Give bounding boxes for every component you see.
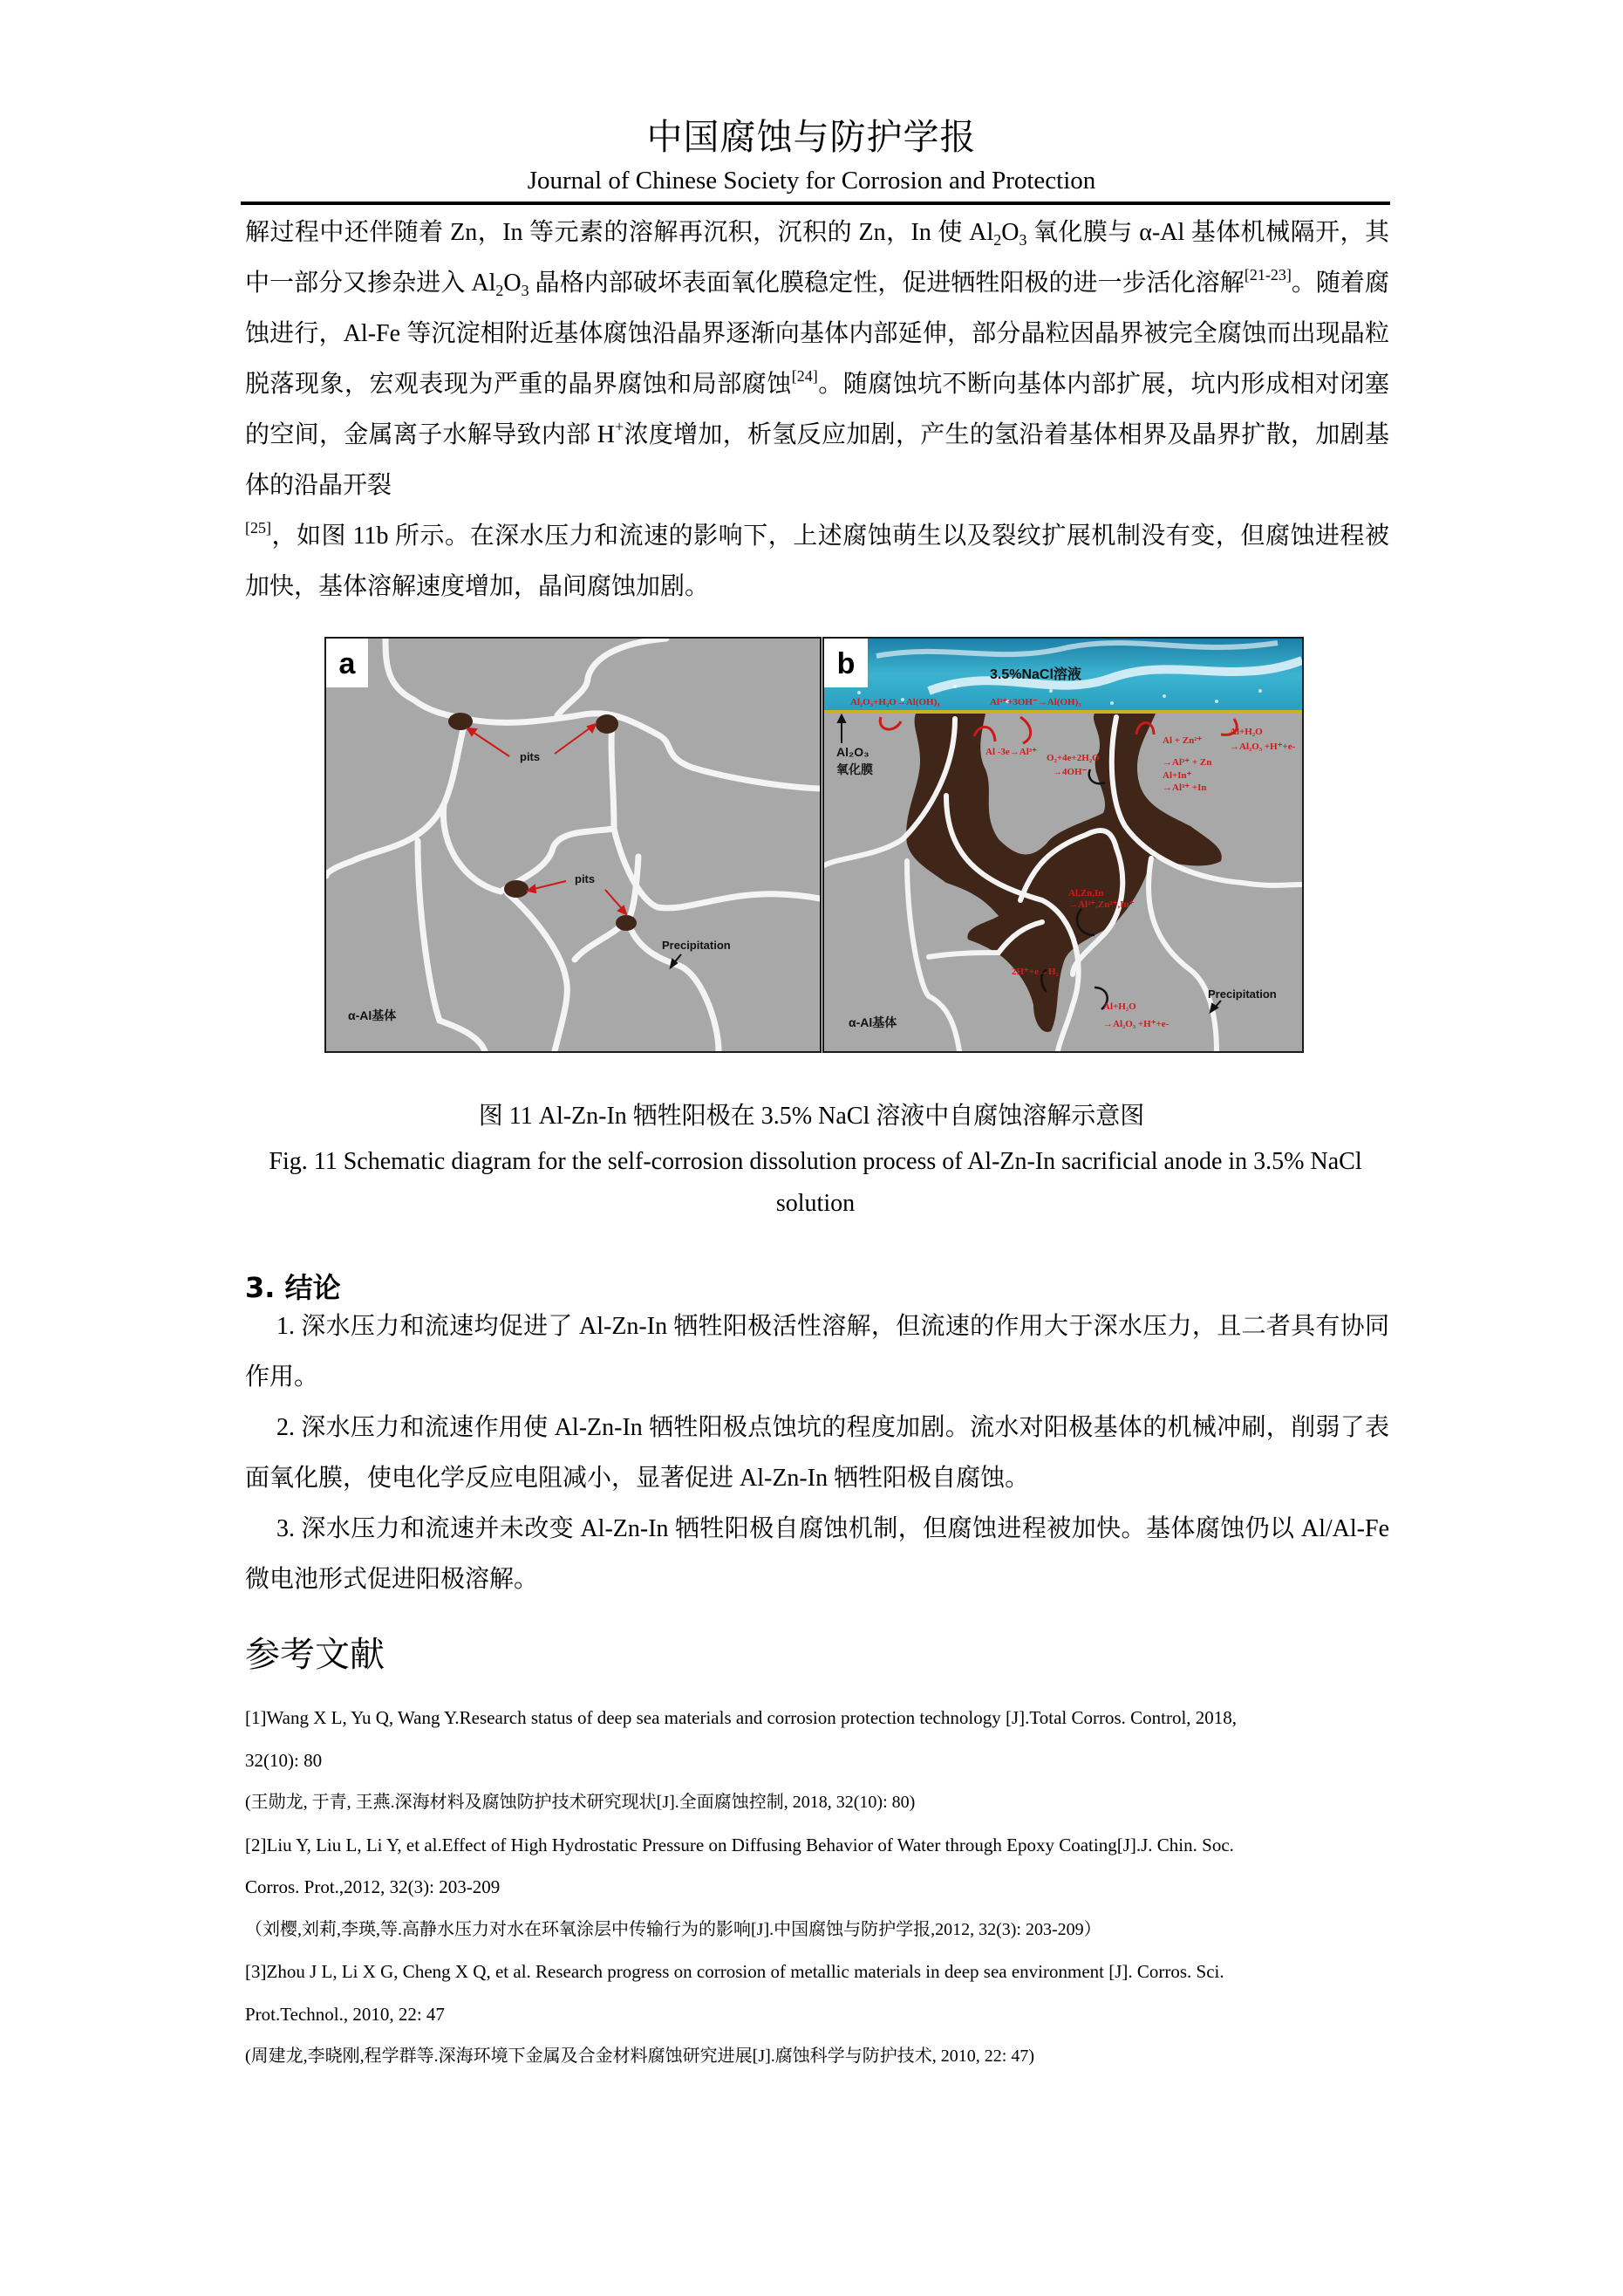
reaction-label: →4OH⁻ xyxy=(1053,767,1088,777)
reference-line: [3]Zhou J L, Li X G, Cheng X Q, et al. Research progress on corrosion of metallic materials in deep sea environment [J]. Corros. Sci. xyxy=(245,1961,1224,1982)
reference-line-cn: (王勋龙, 于青, 王燕.深海材料及腐蚀防护技术研究现状[J].全面腐蚀控制, 2018, 32(10): 80) xyxy=(245,1793,916,1812)
text-run: 浓度增加，析氢反应加剧，产生的氢沿着基体相界及晶界扩散，加剧基体的沿晶开裂 xyxy=(245,421,1389,499)
references-list xyxy=(245,1697,1389,2078)
grain-boundary-diagram xyxy=(326,639,820,1051)
subscript: 2 xyxy=(993,231,1002,249)
reference-line: [2]Liu Y, Liu L, Li Y, et al.Effect of High Hydrostatic Pressure on Diffusing Behavior of Water through Epoxy Coating[J].J. Chin. Soc. xyxy=(245,1834,1234,1855)
solution-label: 3.5%NaCl溶液 xyxy=(990,667,1081,682)
panel-label-a: a xyxy=(326,639,368,687)
journal-title-en: Journal of Chinese Society for Corrosion and Protection xyxy=(527,167,1096,195)
panel-label-b: b xyxy=(824,639,868,687)
conclusion-list xyxy=(245,1302,1389,1605)
reaction-label: Al -3e→Al³⁺ xyxy=(985,747,1037,757)
journal-title-cn: 中国腐蚀与防护学报 xyxy=(646,116,977,158)
reaction-label: →Al₂O₃ +H⁺+e- xyxy=(1103,1019,1170,1029)
reaction-label: 2H⁺+e→H₂ xyxy=(1012,967,1059,977)
precipitation-label: Precipitation xyxy=(1208,987,1277,1001)
text-run: 氧化膜与 α-Al 基体机械隔开，其中一部分又掺杂进入 Al xyxy=(245,219,1390,297)
reaction-label: Al₂O₃+H₂O→Al(OH)₃ xyxy=(850,697,940,707)
pits-label: pits xyxy=(520,750,541,763)
reaction-label: Al+In⁺ xyxy=(1163,770,1192,781)
figure-panel-a xyxy=(324,637,822,1053)
reaction-label: Al,Zn,In xyxy=(1068,888,1104,899)
conclusion-item: 3. 深水压力和流速并未改变 Al-Zn-In 牺牲阳极自腐蚀机制，但腐蚀进程被加快。基体腐蚀仍以 Al/Al-Fe 微电池形式促进阳极溶解。 xyxy=(245,1515,1389,1593)
citation[interactable]: [21-23] xyxy=(1244,266,1292,284)
references-title: 参考文献 xyxy=(245,1635,385,1675)
conclusion-item: 1. 深水压力和流速均促进了 Al-Zn-In 牺牲阳极活性溶解，但流速的作用大于深水压力，且二者具有协同作用。 xyxy=(245,1313,1389,1391)
text-run: 晶格内部破坏表面氧化膜稳定性，促进牺牲阳极的进一步活化溶解 xyxy=(528,270,1245,297)
subscript: 3 xyxy=(521,282,529,299)
figure-panel-b xyxy=(822,637,1304,1053)
text-run: O xyxy=(1001,219,1019,246)
figure-caption-en: Fig. 11 Schematic diagram for the self-corrosion dissolution process of Al-Zn-In sacrificial anode in 3.5% NaCl solution xyxy=(269,1148,1362,1217)
section-title-conclusion: 3. 结论 xyxy=(245,1271,341,1304)
citation[interactable]: [25] xyxy=(245,519,271,536)
citation[interactable]: [24] xyxy=(791,367,818,385)
text-run: O xyxy=(503,270,522,297)
oxide-film-label: 氧化膜 xyxy=(836,762,873,776)
reference-line-cn: （刘樱,刘莉,李瑛,等.高静水压力对水在环氧涂层中传输行为的影响[J].中国腐蚀与防护学报,2012, 32(3): 203-209） xyxy=(245,1919,1101,1939)
reaction-label: →Al³⁺ +In xyxy=(1163,782,1207,793)
reaction-label: →Al³⁺,Zn²⁺,In⁺ xyxy=(1068,899,1135,910)
text-run: ，如图 11b 所示。在深水压力和流速的影响下，上述腐蚀萌生以及裂纹扩展机制没有变，但腐蚀进程被加快，基体溶解速度增加，晶间腐蚀加剧。 xyxy=(245,523,1389,600)
header-rule xyxy=(241,202,1390,205)
matrix-label: α-Al基体 xyxy=(348,1008,397,1022)
pits-label: pits xyxy=(575,872,596,885)
reference-line: 32(10): 80 xyxy=(245,1749,323,1771)
reaction-label: Al+H₂O xyxy=(1230,727,1263,737)
conclusion-item: 2. 深水压力和流速作用使 Al-Zn-In 牺牲阳极点蚀坑的程度加剧。流水对阳极基体的机械冲刷，削弱了表面氧化膜，使电化学反应电阻减小，显著促进 Al-Zn-In 牺牲阳极自腐蚀。 xyxy=(245,1414,1389,1492)
subscript: 2 xyxy=(495,282,504,299)
reference-line: [1]Wang X L, Yu Q, Wang Y.Research status of deep sea materials and corrosion protection technology [J].Total Corros. Control, 2018, xyxy=(245,1707,1238,1728)
reference-line-cn: (周建龙,李晓刚,程学群等.深海环境下金属及合金材料腐蚀研究进展[J].腐蚀科学与防护技术, 2010, 22: 47) xyxy=(245,2047,1034,2066)
text-run: 。随着腐蚀进行，Al-Fe 等沉淀相附近基体腐蚀沿晶界逐渐向基体内部延伸，部分晶粒因晶界被完全腐蚀而出现晶粒脱落现象，宏观表现为严重的晶界腐蚀和局部腐蚀 xyxy=(245,270,1389,398)
reaction-label: Al³⁺+3OH⁻→Al(OH)₃ xyxy=(990,697,1081,707)
subscript: 3 xyxy=(1019,231,1027,249)
reference-line: Corros. Prot.,2012, 32(3): 203-209 xyxy=(245,1876,501,1897)
reaction-label: Al + Zn²⁺ xyxy=(1163,735,1203,746)
reaction-label: O₂+4e+2H₂O xyxy=(1047,753,1100,763)
reference-line: Prot.Technol., 2010, 22: 47 xyxy=(245,2003,445,2025)
matrix-label: α-Al基体 xyxy=(849,1015,897,1029)
intro-paragraph xyxy=(245,208,1389,612)
oxide-film-formula: Al₂O₃ xyxy=(836,745,869,759)
reaction-label: Al+H₂O xyxy=(1103,1001,1136,1012)
figure-caption-cn: 图 11 Al-Zn-In 牺牲阳极在 3.5% NaCl 溶液中自腐蚀溶解示意图 xyxy=(478,1103,1145,1130)
reaction-label: →Al³⁺ + Zn xyxy=(1163,757,1212,768)
text-run: 解过程中还伴随着 Zn，In 等元素的溶解再沉积，沉积的 Zn，In 使 Al xyxy=(245,219,994,246)
precipitation-label: Precipitation xyxy=(662,939,731,952)
superscript: + xyxy=(614,418,624,435)
text-run: 。随腐蚀坑不断向基体内部扩展，坑内形成相对闭塞的空间，金属离子水解导致内部 H xyxy=(245,371,1389,448)
reaction-label: →Al₂O₃ +H⁺+e- xyxy=(1230,741,1296,752)
